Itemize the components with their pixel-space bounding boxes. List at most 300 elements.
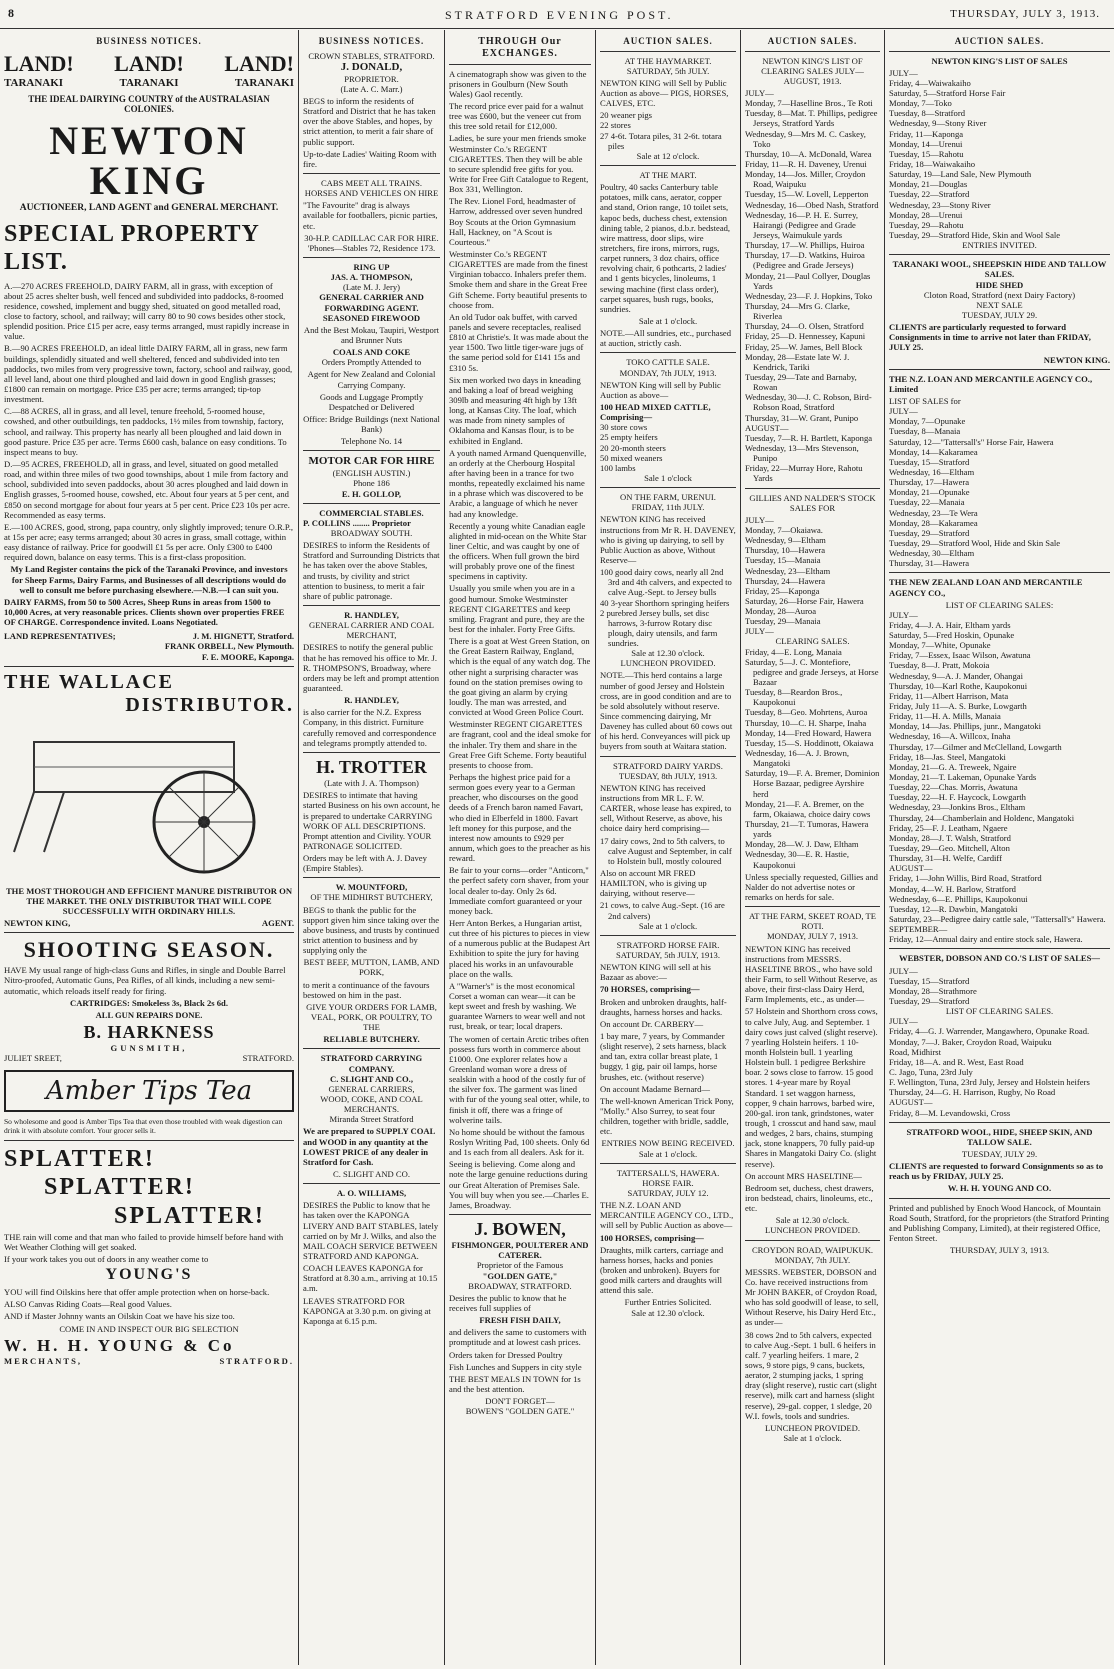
lot-item: 27 4-6t. Totara piles, 31 2-6t. totara piles xyxy=(600,130,722,151)
divider xyxy=(745,1240,880,1241)
masthead-rule xyxy=(0,28,1114,29)
nzloan-text: THE N.Z. LOAN AND MERCANTILE AGENCY CO., LTD., will sell by Public Auction as above— xyxy=(600,1200,734,1231)
thompson-late: (Late M. J. Jery) xyxy=(342,282,401,293)
amber-tips-tea-ad xyxy=(4,1070,294,1113)
nk-signature: NEWTON KING. xyxy=(1043,354,1110,365)
lot-item: 17 dairy cows, 2nd to 5th calvers, to calve August and September, in calf to Holstein bull, mostly coloured xyxy=(600,835,732,866)
sale-entry: Friday, 11—H. A. Mills, Manaia xyxy=(889,711,1001,722)
sale-entry: Thursday, 31—W. Grant, Punipo xyxy=(745,412,859,423)
month-label: JULY— xyxy=(745,626,774,637)
sale-entry: Friday, 18—Waiwakaiho xyxy=(889,159,976,170)
slight-name: C. SLIGHT AND CO., xyxy=(330,1073,413,1084)
gillies-clearing-title: CLEARING SALES. xyxy=(775,636,850,647)
fresh-fish: FRESH FISH DAILY, xyxy=(479,1315,561,1326)
town: STRATFORD. xyxy=(242,1053,294,1064)
sale-entry: Monday, 7—Okaiawa. xyxy=(745,524,823,535)
cadillac-line: 30-H.P. CADILLAC CAR FOR HIRE. xyxy=(304,232,439,243)
land-word: LAND! xyxy=(224,50,294,76)
begs-text: BEGS to inform the residents of Stratford and District that he has taken over the above Stables, and hopes, by strict attention, to merit a fair share of public support. xyxy=(303,96,436,147)
sale-entry: Monday, 7—White, Opunake xyxy=(889,640,991,651)
horse-fair-70: 70 HORSES, comprising— xyxy=(600,984,700,995)
reps-list xyxy=(165,631,294,661)
amber-text xyxy=(4,1118,294,1136)
webster-sales xyxy=(889,976,1110,1006)
sale-entry: Thursday, 17—Hawera xyxy=(889,477,970,488)
sale-entry: Monday, 7—Haselline Bros., Te Roti xyxy=(745,98,873,109)
commercial-stables: COMMERCIAL STABLES. xyxy=(319,507,424,518)
property-item: E.—100 ACRES, good, strong, papa country, only slightly improved; tenure O.R.P., at 15s per acre; easy terms arranged; about 30 acres in grass, small cottage, within easy distance of railway. Price for goodwill £1 5s per acre. Only £300 to £400 required down, balance on easy terms. This is a first-class proposition. xyxy=(4,521,293,563)
dont-forget: DON'T FORGET— xyxy=(485,1396,555,1407)
month-label: JULY— xyxy=(889,1016,918,1027)
agent-line: Agent for New Zealand and Colonial Carrying Company. xyxy=(307,369,436,390)
divider xyxy=(889,51,1110,52)
sale-entry: Friday, 25—D. Hennessey, Kapuni xyxy=(745,331,866,342)
rep-name: F. E. MOORE, Kaponga. xyxy=(201,651,294,662)
sale-entry: Tuesday, 12—R. Dawbin, Mangatoki xyxy=(889,903,1018,914)
sale-entry: Monday, 21—Paul Collyer, Douglas Yards xyxy=(745,270,871,291)
telephone-line: Telephone No. 14 xyxy=(340,436,403,447)
sale-time: Sale at 12.30 o'clock. xyxy=(775,1215,850,1226)
divider xyxy=(600,935,736,936)
haymarket-title: AT THE HAYMARKET. xyxy=(624,55,712,66)
leaves-line: LEAVES STRATFORD FOR KAPONGA at 3.30 p.m. on giving at Kaponga at 6.15 p.m. xyxy=(303,1295,431,1326)
sale-entry: Wednesday, 16—Obed Nash, Stratford xyxy=(745,199,879,210)
further-entries: Further Entries Solicited. xyxy=(624,1297,712,1308)
proprietor-label: PROPRIETOR. xyxy=(344,73,399,84)
lot-item: 22 stores xyxy=(600,120,631,131)
favour-text: to merit a continuance of the favours bestowed on him in the past. xyxy=(303,979,430,1000)
divider xyxy=(303,503,440,504)
sale-entry: Monday, 14—Fred Howard, Hawera xyxy=(745,727,872,738)
coach-line: COACH LEAVES KAPONGA for Stratford at 8.30 a.m., arriving at 10.15 a.m. xyxy=(303,1263,438,1294)
work-text: If your work takes you out of doors in any weather come to xyxy=(4,1254,209,1265)
taranaki-word: TARANAKI xyxy=(234,76,294,89)
youngs-title: YOUNG'S xyxy=(105,1266,193,1284)
carrying-company: STRATFORD CARRYING COMPANY. xyxy=(320,1053,423,1074)
lot-item: 21 cows, to calve Aug.-Sept. (16 are 2nd calvers) xyxy=(600,900,725,921)
column-heading: AUCTION SALES. xyxy=(954,36,1045,46)
gillies-title: GILLIES AND NALDER'S STOCK SALES FOR xyxy=(749,492,876,513)
toko-title: TOKO CATTLE SALE. xyxy=(626,357,710,368)
column-5 xyxy=(741,34,884,1664)
sale-entry: Thursday, 24—Hawera xyxy=(745,575,826,586)
sale-time: Sale at 12.30 o'clock. xyxy=(631,648,705,659)
divider xyxy=(745,906,880,907)
sale-entry: Monday, 28—W. J. Daw, Eltham xyxy=(745,839,859,850)
exchange-item: A cinematograph show was given to the prisoners in Goulburn (New South Wales) Gaol recently. xyxy=(449,68,587,99)
property-item: A.—270 ACRES FREEHOLD, DAIRY FARM, all in grass, with exception of about 25 acres shelter bush, well fenced and subdivided into paddocks, 8-roomed residence, cowshed, implement and buggy shed, situated on good metalled road, close to factory, school, and railway; will carry 80 to 90 cows besides other stock, splendid position. Price £15 per acre, easy terms arranged, must rapidly increase in value. xyxy=(4,280,290,342)
divider xyxy=(745,488,880,489)
bowen-prop: Proprietor of the Famous xyxy=(476,1260,564,1271)
sale-time: Sale at 1 o'clock. xyxy=(783,1433,842,1444)
shooting-season-title: SHOOTING SEASON. xyxy=(23,937,275,963)
sale-entry: F. Wellington, Tuna, 23rd July, Jersey and Holstein heifers xyxy=(889,1077,1090,1088)
divider xyxy=(600,487,736,488)
sale-time: Sale at 12 o'clock. xyxy=(636,150,700,161)
amber-desc: So wholesome and good is Amber Tips Tea that even those troubled with weak digestion can drink it with absolute comfort. xyxy=(4,1117,283,1136)
next-sale-date: TUESDAY, JULY 29. xyxy=(961,309,1038,320)
sale-entry: Wednesday, 16—Eltham xyxy=(889,466,975,477)
sale-entry: Tuesday, 8—J. Pratt, Mokoia xyxy=(889,660,990,671)
sale-entry: C. Jago, Tuna, 23rd July xyxy=(889,1066,973,1077)
gillies-clearing xyxy=(745,647,880,870)
dairy-yards-also-items xyxy=(600,900,736,920)
sale-entry: Monday, 7—Opunake xyxy=(889,416,966,427)
skeet-text: NEWTON KING has received instructions from MESSRS. HASELTINE BROS., who have sold their Farm, to sell Without Reserve, as above, their first-class Dairy Herd, Farm Implements, etc., as under— xyxy=(745,943,878,1005)
trotter-name: H. TROTTER xyxy=(316,756,427,777)
divider xyxy=(449,64,591,65)
dairy-yards-date: TUESDAY, 8th JULY, 1913. xyxy=(618,770,718,781)
list-of-sales: LIST OF SALES for xyxy=(889,395,961,406)
lot-item: 100 good dairy cows, nearly all 2nd 3rd and 4th calvers, and expected to calve Aug.-Sept. to Jersey bulls xyxy=(600,567,732,598)
desires-text: DESIRES to inform the Residents of Stratford and Surrounding Districts that he has taken over the above Stables, and trusts, by civility and strict attention to business, to merit a fair share of public patronage. xyxy=(303,540,440,601)
skeet-account: On account MRS HASELTINE— xyxy=(745,1170,862,1181)
ring-up: RING UP xyxy=(353,261,390,272)
stratford-wool-title: STRATFORD WOOL, HIDE, SHEEP SKIN, AND TALLOW SALE. xyxy=(906,1126,1093,1147)
merchants-town: STRATFORD. xyxy=(219,1355,294,1366)
dairy-yards-items xyxy=(600,836,736,866)
harkness-address xyxy=(4,1053,294,1063)
divider xyxy=(600,352,736,353)
sale-entry: Tuesday, 15—Manaia xyxy=(745,555,821,566)
horses-line: HORSES AND VEHICLES ON HIRE xyxy=(304,188,439,199)
toko-text: NEWTON King will sell by Public Auction as above— xyxy=(600,379,721,400)
goods-line: Goods and Luggage Promptly Despatched or Delivered xyxy=(319,391,424,412)
exchange-item: Recently a young white Canadian eagle alighted in mid-ocean on the White Star liner Celtic, and was caught by one of the officers. When full grown the bird will probably prove one of the finest specimens in captivity. xyxy=(449,520,587,582)
office-line: Office: Bridge Buildings (next National Bank) xyxy=(303,413,440,435)
tattersall-title: TATTERSALL'S, HAWERA. xyxy=(616,1167,720,1178)
sale-entry: Monday, 28—Auroa xyxy=(745,606,817,617)
wool-sale-date: TUESDAY, JULY 29. xyxy=(961,1148,1038,1159)
divider xyxy=(303,605,440,606)
column-4 xyxy=(596,34,740,1664)
wallace-description: THE MOST THOROUGH AND EFFICIENT MANURE DISTRIBUTOR ON THE MARKET. THE ONLY DISTRIBUTOR THAT WILL COPE SUCCESSFULLY WITH ORDINARY HILLS. xyxy=(5,885,293,917)
sale-time: Sale at 1 o'clock. xyxy=(638,920,698,931)
gunsmith-label: GUNSMITH, xyxy=(110,1043,188,1054)
skeet-date: MONDAY, JULY 7, 1913. xyxy=(767,931,858,942)
sale-entry: Wednesday, 23—F. J. Hopkins, Toko xyxy=(745,290,873,301)
divider xyxy=(4,666,294,667)
cabs-line: CABS MEET ALL TRAINS. xyxy=(320,177,423,188)
sale-entry: Tuesday, 15—Rahotu xyxy=(889,148,964,159)
thompson-name: JAS. A. THOMPSON, xyxy=(330,272,413,283)
luncheon: LUNCHEON PROVIDED. xyxy=(620,658,716,669)
sale-entry: Monday, 7—J. Baker, Croydon Road, Waipuku xyxy=(889,1036,1052,1047)
sale-entry: Thursday, 10—Karl Rothe, Kaupokonui xyxy=(889,680,1028,691)
column-1 xyxy=(0,34,298,1664)
sale-entry: Wednesday, 9—A. J. Mander, Ohangai xyxy=(889,670,1023,681)
exchange-item: An old Tudor oak buffet, with carved panels and severe receptacles, realised £810 at Christie's. It was made about the year 1500. Two little tiger-ware jugs of the same period sold for £141 15s and £310 5s. xyxy=(449,311,589,373)
urenui-note: NOTE.—This herd contains a large number of good Jersey and Holstein cross, are in good condition and are to be sold absolutely without reserve. Since commencing dairying, Mr Daveney has culled about 60 cows out of his herd. Conveyances will pick up buyers from south at Waitara station. xyxy=(600,670,733,752)
slight-name-2: C. SLIGHT AND CO. xyxy=(333,1169,410,1179)
divider xyxy=(303,752,440,753)
clearing-title: LIST OF CLEARING SALES: xyxy=(945,599,1054,610)
sale-entry: Monday, 21—F. A. Bremer, on the farm, Okaiawa, choice dairy cows xyxy=(745,798,871,819)
nzloan-clearing xyxy=(889,620,1110,863)
wallace-agent xyxy=(4,918,294,928)
wallace-title: THE WALLACE xyxy=(4,670,175,693)
sale-entry: Tuesday, 15—S. Hoddinott, Okaiawa xyxy=(745,737,874,748)
sale-entry: Wednesday, 9—Stony River xyxy=(889,118,987,129)
skeet-items: 57 Holstein and Shorthorn cross cows, to calve July, Aug. and September. 1 dairy cows just calved (slight reserve). 7 yearling Holstein heifers. 1 10-month Holstein bull. 1 yearling Holstein bull. 1 pedigree Berkshire boar. 2 sows close to farrow. 15 good stores. 1 4-year mare by Royal Standard. 1 set waggon harness, copper, 9 chain harrows, barbed wire, 200-gal. iron tank, grindstones, water trough, 1 crosscut and hand saw, maul and wedges, 2 bars, chains, stumping jack, stone knappers, 70 fully paid-up Shares in Mangatoki Dairy Co. (slight reserve). xyxy=(745,1006,878,1169)
divider xyxy=(889,948,1110,949)
divider xyxy=(889,254,1110,255)
sale-entry: Wednesday, 30—E. R. Hastie, Kaupokonui xyxy=(745,849,850,870)
sale-entry: Tuesday, 8—Geo. Mohrtens, Auroa xyxy=(745,707,868,718)
urenui-text: NEWTON KING has received instructions from Mr R. H. DAVENEY, who is giving up dairying, to sell by Public Auction as above, Without Reserve— xyxy=(600,514,736,565)
agent-name: NEWTON KING, xyxy=(4,918,71,929)
dairy-yards-text: NEWTON KING has received instructions from MR L. F. W. CARTER, whose lease has expired, to sell, Without Reserve, as above, his choice dairy herd comprising— xyxy=(600,782,732,834)
sale-time: Sale at 1 o'clock. xyxy=(638,1148,698,1159)
williams-text: DESIRES the Public to know that he has taken over the KAPONGA LIVERY AND BAIT STABLES, lately carried on by Mr J. Wilks, and also the MAIL COACH SERVICE BETWEEN STRATFORD AND KAPONGA. xyxy=(303,1200,439,1261)
sale-entry: Monday, 21—G. A. Treweek, Ngaire xyxy=(889,761,1017,772)
newton-king-headline: NEWTON KING xyxy=(49,117,249,203)
slight-sub: GENERAL CARRIERS, xyxy=(328,1083,415,1094)
croydon-items: 38 cows 2nd to 5th calvers, expected to calve Aug.-Sept. 1 bull. 6 heifers in calf. 7 yearling heifers. 1 mare, 2 sows, 9 store pigs, 9 cans, buckets, aerator, 2 stumping jacks, 1 spring dray (slight reserve), rustic cart (slight reserve), milk cart and harness (slight reserve), 29-gal. copper, 1 sledge, 20 W.I. fowls, tools and sundries. xyxy=(745,1329,877,1421)
webster-august xyxy=(889,1108,1110,1118)
midhirst-butchery: OF THE MIDHIRST BUTCHERY, xyxy=(310,892,433,903)
sale-entry: Thursday, 10—C. H. Sharpe, Inaha xyxy=(745,717,867,728)
webster-title: WEBSTER, DOBSON AND CO.'S LIST OF SALES— xyxy=(898,953,1101,964)
handley-text-2: is also carrier for the N.Z. Express Company, in this district. Furniture carefully removed and correspondence and telegrams promptly attended to. xyxy=(303,707,437,748)
horse-fair-account: On account Dr. CARBERY— xyxy=(600,1018,704,1029)
urenui-title: ON THE FARM, URENUI. xyxy=(620,492,716,503)
mountford-text: BEGS to thank the public for the support given him since taking over the above business, and trusts by continued strict attention to business and by supplying only the xyxy=(303,904,440,956)
sale-entry: Tuesday, 29—Stratford Wool, Hide and Skin Sale xyxy=(889,537,1061,548)
mart-title: AT THE MART. xyxy=(639,170,697,181)
month-label: AUGUST— xyxy=(745,422,789,433)
nk-july-sales xyxy=(745,98,880,423)
haymarket-date: SATURDAY, 5th JULY. xyxy=(626,65,710,76)
sale-entry: Monday, 21—Opunake xyxy=(889,487,970,498)
wood-line: WOOD, COKE, AND COAL MERCHANTS. xyxy=(320,1094,423,1115)
orders-line: Orders Promptly Attended to xyxy=(321,357,422,368)
masthead xyxy=(0,0,1114,30)
property-item: C.—88 ACRES, all in grass, and all level, tenure freehold, 5-roomed house, cowshed, and other outbuildings, ten paddocks, 1½ miles from township, factory, school, and railway. This property has nearly all been ploughed and laid down in good pasture. Price £35 per acre. Terms £600 cash, balance on easy conditions. To inspect means to buy. xyxy=(4,406,287,457)
newspaper-title: STRATFORD EVENING POST. xyxy=(445,8,674,22)
exchange-item: Be fair to your corns—order "Anticorn," the perfect safety corn shaver, from your local dealer to-day. Only 2s 6d. Immediate comfort guaranteed or your money back. xyxy=(449,865,589,916)
column-heading: AUCTION SALES. xyxy=(767,36,858,46)
special-property-list: SPECIAL PROPERTY LIST. xyxy=(4,220,259,276)
bowen-name: J. BOWEN, xyxy=(474,1218,566,1239)
tattersall-horse-fair: HORSE FAIR. xyxy=(642,1177,694,1188)
webster-clearing-title: LIST OF CLEARING SALES. xyxy=(945,1006,1054,1017)
cartridges-line: CARTRIDGES: Smokeless 3s, Black 2s 6d. xyxy=(70,997,228,1008)
sale-time: Sale at 1 o'clock. xyxy=(638,315,698,326)
reliable-butchery: RELIABLE BUTCHERY. xyxy=(323,1034,420,1045)
month-label: JULY— xyxy=(889,67,918,78)
sale-entry: Tuesday, 8—Stratford xyxy=(889,108,965,119)
issue-date: THURSDAY, JULY 3, 1913. xyxy=(950,8,1100,20)
taranaki-line xyxy=(4,77,294,90)
horse-fair-date: SATURDAY, 5th JULY, 1913. xyxy=(615,950,721,960)
imprint-date: THURSDAY, JULY 3, 1913. xyxy=(949,1245,1050,1256)
sale-entry: Monday, 14—Kakaramea xyxy=(889,446,978,457)
sale-entry: Friday, 7—Essex, Isaac Wilson, Awatuna xyxy=(889,650,1031,661)
month-label: JULY— xyxy=(745,88,774,99)
page-number: 8 xyxy=(8,6,16,20)
lot-item: 40 3-year Shorthorn springing heifers xyxy=(600,597,730,608)
divider xyxy=(303,877,440,878)
crown-stables: CROWN STABLES, STRATFORD. xyxy=(308,50,435,61)
sale-entry: Tuesday, 22—Manaia xyxy=(889,497,965,508)
sale-entry: Tuesday, 29—Stratford xyxy=(889,995,970,1006)
lot-item: 50 mixed weaners xyxy=(600,452,663,463)
sale-entry: Tuesday, 15—Stratford xyxy=(889,456,970,467)
sale-entry: Friday, 18—Jas. Steel, Mangatoki xyxy=(889,751,1006,762)
property-item: D.—95 ACRES, FREEHOLD, all in grass, and level, situated on good metalled road, and within three miles of two good townships, about 1 mile from factory and school, subdivided into seven paddocks, about 30 acres ploughed and laid down in English grasses, 5-roomed house, cowshed, etc. About four years at 5 per cent, and £850 on second mortgage for about four years at 5 per cent. Price £23 10s per acre. Recommended as easy terms. xyxy=(4,458,290,520)
exchange-item: A youth named Armand Quenquenville, an orderly at the Cherbourg Hospital after having been in a trance for two months, repeatedly exclaimed his name in a phrase which was discovered to be Arabic, a language of which he never had any knowledge. xyxy=(449,447,587,519)
lot-item: 100 lambs xyxy=(600,462,636,473)
sale-entry: Saturday, 12—"Tattersall's" Horse Fair, Hawera xyxy=(889,436,1054,447)
trotter-late: (Late with J. A. Thompson) xyxy=(324,778,419,789)
sale-entry: Wednesday, 23—Stony River xyxy=(889,199,991,210)
toko-items xyxy=(600,422,736,473)
rep-name: FRANK ORBELL, New Plymouth. xyxy=(164,641,294,652)
nzloan2-title: THE NEW ZEALAND LOAN AND MERCANTILE AGENCY CO., xyxy=(889,577,1083,598)
land-word: LAND! xyxy=(4,50,74,76)
month-label: AUGUST— xyxy=(889,863,933,874)
nzloan-desc: Draughts, milk carters, carriage and harness horses, hacks and ponies (broken and unbroken). Buyers for good milk carters and draughts will attend this sale. xyxy=(600,1244,724,1296)
dairy-farms-note: DAIRY FARMS, from 50 to 500 Acres, Sheep Runs in areas from 1500 to 10,000 Acres, at very reasonable prices. Clients shown over properties FREE OF CHARGE. Correspondence invited. Loans Negotiated. xyxy=(4,596,285,628)
agent-label: AGENT. xyxy=(261,918,294,929)
nzloan-100: 100 HORSES, comprising— xyxy=(600,1232,704,1243)
sale-entry: Thursday, 17—W. Phillips, Huiroa xyxy=(745,240,865,251)
dressed-poultry: Orders taken for Dressed Poultry xyxy=(449,1349,563,1360)
donald-name: J. DONALD, xyxy=(340,60,403,73)
imprint: Printed and published by Enoch Wood Hancock, of Mountain Road South, Stratford, for the proprietors (the Stratford Printing and Publishing Company, Limited), at their registered Office, Fenton Street. xyxy=(889,1202,1110,1243)
sale-time: Sale at 12.30 o'clock. xyxy=(631,1307,705,1318)
sale-entry: Saturday, 23—Pedigree dairy cattle sale, "Tattersall's" Hawera. xyxy=(889,914,1106,924)
luncheon: LUNCHEON PROVIDED. xyxy=(764,1422,860,1433)
nzloan-september xyxy=(889,934,1110,944)
splatter-2: SPLATTER! xyxy=(44,1174,195,1201)
croydon-title: CROYDON ROAD, WAIPUKUK. xyxy=(751,1244,874,1255)
nk-sales-title: NEWTON KING'S LIST OF SALES xyxy=(931,55,1068,66)
divider xyxy=(600,1163,736,1164)
column-heading: THROUGH Our EXCHANGES. xyxy=(478,36,562,59)
month-label: JULY— xyxy=(889,965,918,976)
sale-entry: Monday, 14—Jas. Phillips, junr., Mangatoki xyxy=(889,721,1041,732)
supply-text: We are prepared to SUPPLY COAL and WOOD in any quantity at the LOWEST PRICE of any dealer in Stratford for Cash. xyxy=(303,1126,435,1167)
street: JULIET SREET, xyxy=(4,1053,62,1064)
sale-entry: Wednesday, 16—A. J. Brown, Mangatoki xyxy=(745,748,850,769)
uptodate-text: Up-to-date Ladies' Waiting Room with fire. xyxy=(303,148,437,169)
sale-entry: Monday, 28—Kakaramea xyxy=(889,517,978,528)
column-3 xyxy=(445,34,595,1664)
phones-line: 'Phones—Stables 72, Residence 173. xyxy=(307,242,436,253)
manure-distributor-illustration xyxy=(4,722,294,882)
sale-entry: Thursday, 10—A. McDonald, Warea xyxy=(745,148,872,159)
sale-entry: Tuesday, 29—Stratford Hide, Skin and Wool Sale xyxy=(889,230,1061,240)
croydon-text: MESSRS. WEBSTER, DOBSON and Co. have received instructions from Mr JOHN BAKER, of Croydon Road, who has sold goodwill of lease, to sell, Without Reserve, his Dairy Herd Etc., as under— xyxy=(745,1266,879,1328)
splatter-3: SPLATTER! xyxy=(114,1202,265,1229)
entries-invited: ENTRIES INVITED. xyxy=(962,240,1037,251)
sale-entry: Monday, 4—W. H. Barlow, Stratford xyxy=(889,883,1016,894)
ideal-country-line: THE IDEAL DAIRYING COUNTRY of the AUSTRALASIAN COLONIES. xyxy=(28,93,270,115)
divider xyxy=(303,173,440,174)
divider xyxy=(303,257,440,258)
land-headline xyxy=(4,51,294,77)
whh-young-name: W. H. H. YOUNG & Co xyxy=(4,1335,235,1355)
divider xyxy=(4,1140,294,1141)
sale-entry: Saturday, 5—J. C. Montefiore, pedigree and grade Jerseys, at Horse Bazaar xyxy=(745,656,879,688)
sale-entry: Thursday, 31—H. Welfe, Cardiff xyxy=(889,853,1002,864)
sale-entry: Wednesday, 16—A. Willcox, Inaha xyxy=(889,731,1011,742)
sale-entry: Thursday, 10—Hawera xyxy=(745,545,826,556)
sale-entry: Thursday, 24—Mrs G. Clarke, Riverlea xyxy=(745,300,850,322)
exchange-item: There is a goat at West Green Station, on the Great Eastern Railway, England, which is the equal of any watch dog. The other night a surprising character was found on the station premises owing to the goat giving an alarm by crying loudly. The man was arrested, and convicted at Wood Green Police Court. xyxy=(449,636,591,718)
column-2 xyxy=(299,34,444,1664)
divider xyxy=(889,369,1110,370)
sale-entry: Friday, 11—Kaponga xyxy=(889,128,964,139)
handley-name: R. HANDLEY, xyxy=(344,610,399,621)
horse-fair-items: 1 bay mare, 7 years, by Commander (slight reserve), 2 sets harness, black and tan, extra collar breast plate, 1 buggy, 1 gig, pair oil lamps, horse brushes, etc. (without reserve) xyxy=(600,1030,727,1082)
sale-entry: Friday, 18—A. and R. West, East Road xyxy=(889,1056,1024,1067)
splatter-1: SPLATTER! xyxy=(4,1145,155,1172)
williams-name: A. O. WILLIAMS, xyxy=(336,1188,407,1199)
hide-shed: HIDE SHED xyxy=(975,279,1024,290)
sale-entry: Monday, 14—Jos. Miller, Croydon Road, Waipuku xyxy=(745,169,866,190)
rain-text: THE rain will come and that man who failed to provide himself before hand with Wet Weather Clothing will get soaked. xyxy=(4,1231,284,1252)
exchange-item: Perhaps the highest price paid for a sermon goes every year to a German preacher, who discourses on the good deeds of a French baron named Favart, who died in Elberfeld in 1800. Favart left money for this purpose, and the interest now amounts to £929 per annum, which goes to the preacher as his reward. xyxy=(449,772,591,864)
column-heading: BUSINESS NOTICES. xyxy=(96,36,202,46)
tattersall-date: SATURDAY, JULY 12. xyxy=(627,1187,709,1198)
exchange-item: Six men worked two days in kneading and baking a loaf of bread weighing 309lb and measuring 4ft high by 13ft long, at Kansas City. The loaf, which was made from ninety samples of Oklahoma and Kansas flour, is to be exhibited in England. xyxy=(449,374,581,446)
sale-entry: Wednesday, 6—E. Phillips, Kaupokonui xyxy=(889,893,1028,904)
haymarket-text: NEWTON KING will Sell by Public Auction as above— PIGS, HORSES, CALVES, ETC. xyxy=(600,77,729,109)
entries-line: ENTRIES NOW BEING RECEIVED. xyxy=(601,1138,735,1149)
sale-entry: Tuesday, 29—Manaia xyxy=(745,616,821,627)
sale-entry: Tuesday, 15—Stratford xyxy=(889,975,970,986)
land-register-note: My Land Register contains the pick of the Taranaki Province, and investors for Sheep Farms, Dairy Farms, and Businesses of all descriptions would do well to consult me before purchasing elsewhere.—N.B.—I can suit you. xyxy=(10,564,288,595)
mart-note: NOTE.—All sundries, etc., purchased at auction, strictly cash. xyxy=(600,328,732,349)
sale-entry: Friday, 25—W. James, Bell Block xyxy=(745,341,863,352)
sale-entry: Tuesday, 29—Geo. Mitchell, Alton xyxy=(889,843,1010,854)
come-inspect: COME IN AND INSPECT OUR BIG SELECTION xyxy=(59,1323,239,1334)
toko-100: 100 HEAD MIXED CATTLE, Comprising— xyxy=(600,401,711,423)
exchange-item: Westminster REGENT CIGARETTES are fragrant, cool and the ideal smoke for the inhaler. Try them and share in the Great Free Gift Scheme. Forty beautiful presents to choose from. xyxy=(449,719,591,770)
divider xyxy=(889,572,1110,573)
bowen-deliver: and delivers the same to customers with promptitude and at lowest cash prices. xyxy=(449,1327,587,1348)
luncheon: LUNCHEON PROVIDED. xyxy=(764,1225,860,1236)
gun-repairs-line: ALL GUN REPAIRS DONE. xyxy=(95,1009,203,1020)
haymarket-items xyxy=(600,110,736,151)
gillies-sales xyxy=(745,525,880,626)
webster-clearing xyxy=(889,1026,1110,1097)
bowen-desires: Desires the public to know that he receives full supplies of xyxy=(449,1292,567,1313)
nk-august-sales xyxy=(745,433,880,484)
exchange-item: The record price ever paid for a walnut tree was £600, but the veneer cut from this tree sold retail for £12,000. xyxy=(449,101,584,132)
rep-name: J. M. HIGNETT, Stratford. xyxy=(192,631,294,642)
divider xyxy=(303,1183,440,1184)
sale-entry: Wednesday, 30—Eltham xyxy=(889,548,975,559)
sale-entry: Friday, 4—E. Long, Manaia xyxy=(745,646,842,657)
amber-tips-logo: Amber Tips Tea xyxy=(45,1075,253,1106)
exchange-item: Usually you smile when you are in a good humour. Smoke Westminster REGENT CIGARETTES and keep smiling. Fragrant and pure, they are the best for the inhaler. Forty Free Gifts. xyxy=(449,583,585,635)
column-6 xyxy=(885,34,1114,1664)
sale-entry: Monday, 28—Strathmore xyxy=(889,985,977,996)
property-item: B.—90 ACRES FREEHOLD, an ideal little DAIRY FARM, all in grass, new farm buildings, splendidly situated and well sheltered, fenced and subdivided into ten paddocks, two miles from very progressive town, factory, school and railway, good, all level land, about one third ploughed and laid down in good English grasses; £1800 can remain on mortgage. Price £35 per acre; terms arranged; tip-top investment. xyxy=(4,343,293,405)
handley-sub: GENERAL CARRIER AND COAL MERCHANT, xyxy=(308,620,434,641)
sale-entry: Wednesday, 13—Mrs Stevenson, Punipo xyxy=(745,442,859,464)
column-heading: BUSINESS NOTICES. xyxy=(318,36,425,46)
land-representatives xyxy=(4,631,294,661)
lot-item: 2 purebred Jersey bulls, set disc harrows, 3-furrow Rotary disc plough, dairy utensils, and farm sundries. xyxy=(600,607,718,649)
sale-entry: Thursday, 24—Chamberlain and Holdenc, Mangatoki xyxy=(889,812,1075,823)
sale-entry: Friday, 11—Albert Harrison, Mata xyxy=(889,690,1009,701)
sale-entry: Saturday, 26—Horse Fair, Hawera xyxy=(745,595,864,606)
